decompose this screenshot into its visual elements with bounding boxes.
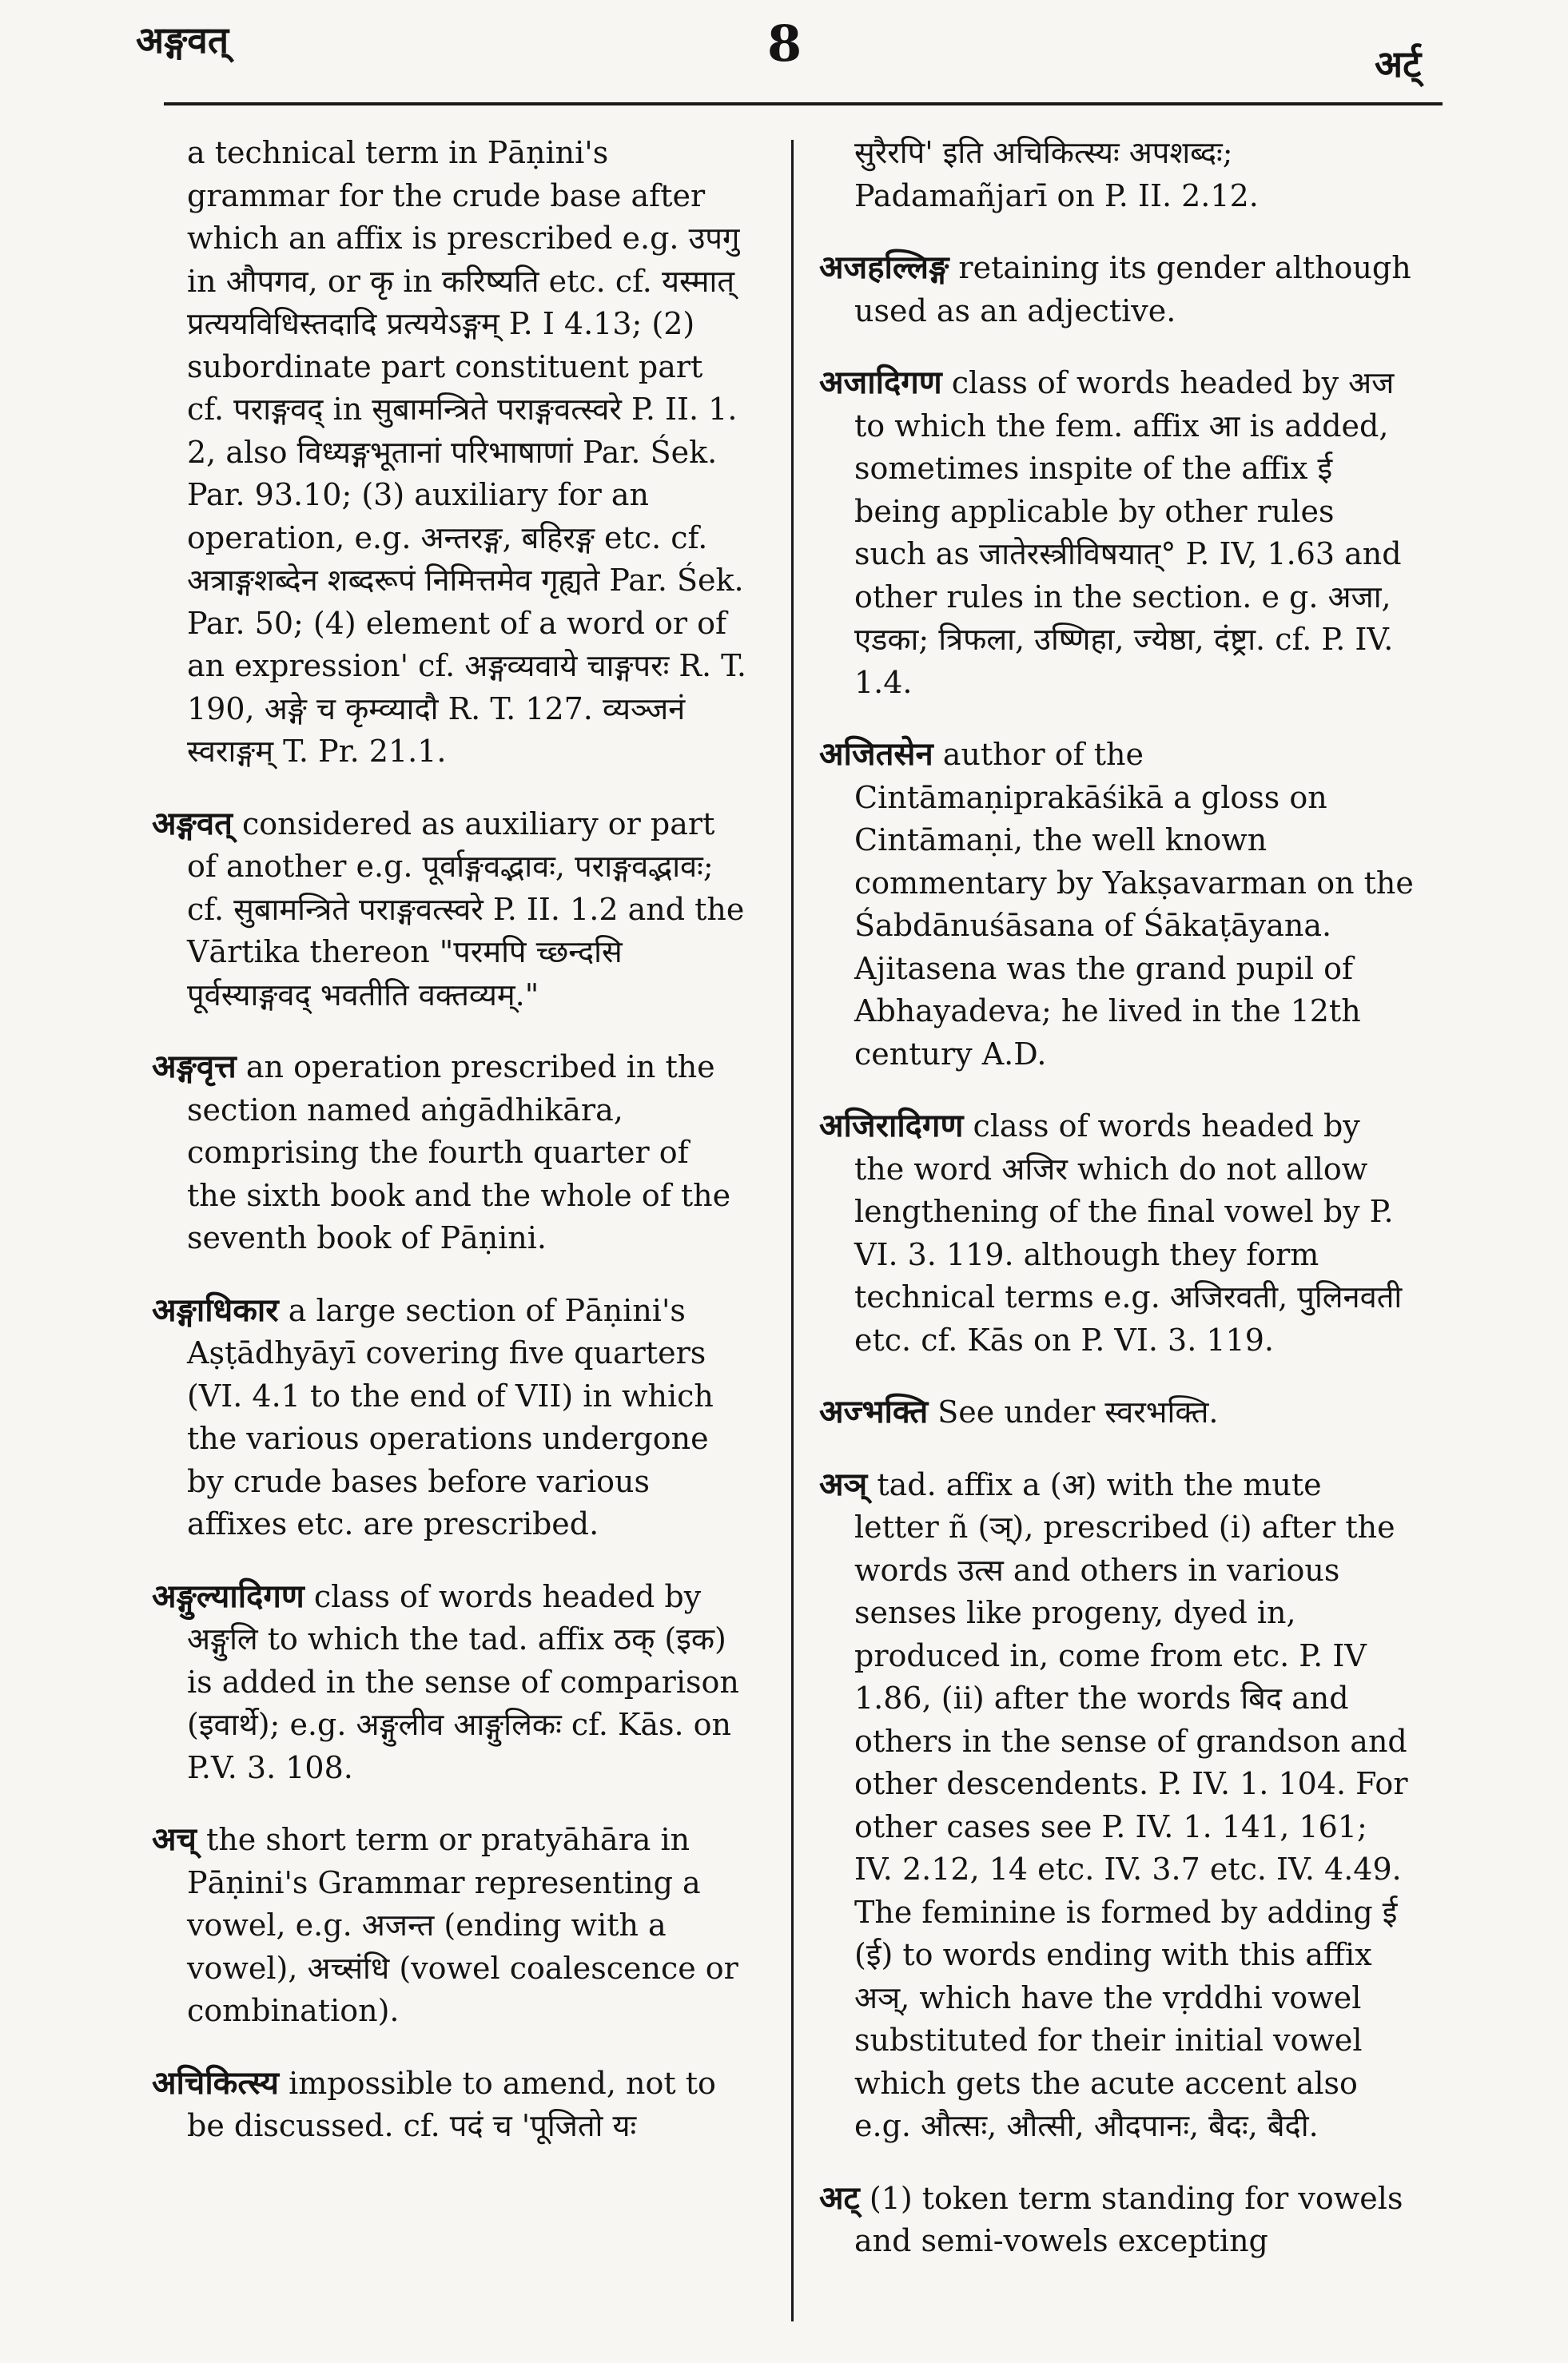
entry-text: considered as auxiliary or part of another e.g. पूर्वाङ्गवद्भावः, पराङ्गवद्भावः; cf. सुबामन्त्रिते पराङ्गवत्स्वरे P. II. 1.2 and the Vārtika thereon "परमपि च्छन्दसि पूर्वस्याङ्गवद् भवतीति वक्तव्यम्."	[187, 806, 745, 1012]
running-head-right: अर्ट्	[1375, 42, 1422, 86]
entry-text: a technical term in Pāṇini's grammar for the crude base after which an affix is prescribed e.g. उपगु in औपगव, or कृ in करिष्यति etc. cf. यस्मात् प्रत्ययविधिस्तदादि प्रत्ययेऽङ्गम् P. I 4.13; (2) subordinate part constituent part cf. पराङ्गवद् in सुबामन्त्रिते पराङ्गवत्स्वरे P. II. 1. 2, also विध्यङ्गभूतानां परिभाषाणां Par. Śek. Par. 93.10; (3) auxiliary for an operation, e.g. अन्तरङ्ग, बहिरङ्ग etc. cf. अत्राङ्गशब्देन शब्दरूपं निमित्तमेव गृह्यते Par. Śek. Par. 50; (4) element of a word or of an expression' cf. अङ्गव्यवाये चाङ्गपरः R. T. 190, अङ्गे च कृम्व्यादौ R. T. 127. व्यञ्जनं स्वराङ्गम् T. Pr. 21.1.	[187, 135, 747, 769]
entry-headword: अङ्गवृत्त	[152, 1048, 237, 1085]
entry-text: the short term or pratyāhāra in Pāṇini's Grammar representing a vowel, e.g. अजन्त (ending with a vowel), अच्संधि (vowel coalescence or combination).	[187, 1822, 738, 2028]
dictionary-entry	[819, 1463, 1415, 2148]
right-column	[819, 132, 1415, 2292]
dictionary-entry	[152, 1818, 747, 2033]
entry-text: class of words headed by the word अजिर which do not allow lengthening of the final vowel by P. VI. 3. 119. although they form technical terms e.g. अजिरवती, पुलिनवती etc. cf. Kās on P. VI. 3. 119.	[854, 1108, 1403, 1358]
entry-headword: अङ्गुल्यादिगण	[152, 1577, 304, 1615]
entry-text: (1) token term standing for vowels and semi-vowels excepting	[854, 2180, 1403, 2258]
entry-text: a large section of Pāṇini's Aṣṭādhyāyī covering five quarters (VI. 4.1 to the end of VII) in which the various operations undergone by crude bases before various affixes etc. are prescribed.	[187, 1292, 714, 1542]
dictionary-entry	[819, 1390, 1415, 1434]
dictionary-entry	[152, 1045, 747, 1260]
entry-text: See under स्वरभक्ति.	[937, 1394, 1219, 1430]
entry-text: an operation prescribed in the section named aṅgādhikāra, comprising the fourth quarter of the sixth book and the whole of the seventh book of Pāṇini.	[187, 1049, 731, 1255]
entry-text: class of words headed by अज to which the fem. affix आ is added, sometimes inspite of the affix ई being applicable by other rules such as जातेरस्त्रीविषयात्° P. IV, 1.63 and other rules in the section. e g. अजा, एडका; त्रिफला, उष्णिहा, ज्येष्ठा, दंष्ट्रा. cf. P. IV. 1.4.	[854, 365, 1402, 700]
dictionary-entry	[152, 1575, 747, 1790]
entry-headword: अज्भक्ति	[819, 1393, 929, 1430]
entry-headword: अञ्	[819, 1465, 868, 1503]
running-head-left: अङ्गवत्	[136, 18, 229, 62]
left-column	[152, 132, 747, 2177]
entry-headword: अजादिगण	[819, 364, 942, 401]
entry-continuation	[152, 132, 747, 774]
dictionary-entry	[152, 802, 747, 1017]
entry-headword: अजितसेन	[819, 735, 933, 773]
entry-text: tad. affix a (अ) with the mute letter ñ (ञ्), prescribed (i) after the words उत्स and others in various senses like progeny, dyed in, produced in, come from etc. P. IV 1.86, (ii) after the words बिद and others in the sense of grandson and other descendents. P. IV. 1. 104. For other cases see P. IV. 1. 141, 161; IV. 2.12, 14 etc. IV. 3.7 etc. IV. 4.49. The feminine is formed by adding ई (ई) to words ending with this affix अञ्, which have the vṛddhi vowel substituted for their initial vowel which gets the acute accent also e.g. औत्सः, औत्सी, औदपानः, बैदः, बैदी.	[854, 1466, 1408, 2143]
dictionary-entry	[819, 1104, 1415, 1362]
page-number: 8	[767, 14, 802, 73]
dictionary-entry	[819, 2177, 1415, 2263]
dictionary-entry	[819, 246, 1415, 332]
header-rule	[164, 102, 1443, 105]
dictionary-entry	[152, 2062, 747, 2148]
entry-headword: अट्	[819, 2178, 860, 2217]
entry-text: सुरैरपि' इति अचिकित्स्यः अपशब्दः; Padamañjarī on P. II. 2.12.	[854, 135, 1259, 213]
entry-text: retaining its gender although used as an adjective.	[854, 250, 1411, 328]
dictionary-entry	[819, 361, 1415, 704]
entry-continuation	[819, 132, 1415, 217]
entry-headword: अङ्गाधिकार	[152, 1291, 279, 1329]
column-divider	[791, 140, 794, 2321]
entry-headword: अचिकित्स्य	[152, 2063, 279, 2102]
entry-headword: अङ्गवत्	[152, 804, 233, 842]
entry-text: impossible to amend, not to be discussed. cf. पदं च 'पूजितो यः	[187, 2065, 716, 2143]
entry-headword: अच्	[152, 1820, 197, 1858]
entry-headword: अजहल्लिङ्ग	[819, 249, 949, 286]
dictionary-entry	[152, 1289, 747, 1546]
dictionary-entry	[819, 733, 1415, 1076]
entry-headword: अजिरादिगण	[819, 1107, 964, 1144]
entry-text: class of words headed by अङ्गुलि to which the tad. affix ठक् (इक) is added in the sense of comparison (इवार्थे); e.g. अङ्गुलीव आङ्गुलिकः cf. Kās. on P.V. 3. 108.	[187, 1578, 739, 1785]
entry-text: author of the Cintāmaṇiprakāśikā a gloss on Cintāmaṇi, the well known commentary by Yakṣavarman on the Śabdānuśāsana of Śākaṭāyana. Ajitasena was the grand pupil of Abhayadeva; he lived in the 12th century A.D.	[854, 737, 1414, 1072]
